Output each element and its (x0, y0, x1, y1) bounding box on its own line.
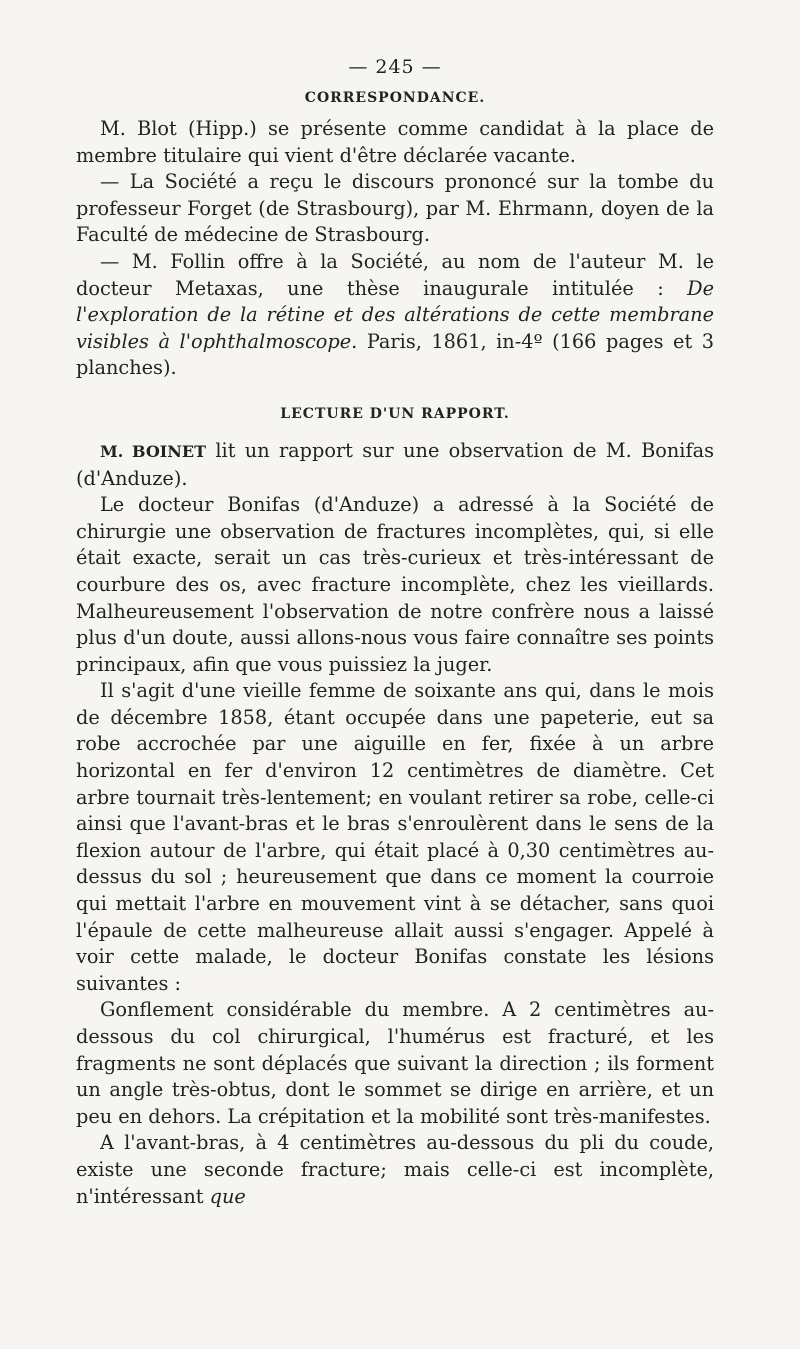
paragraph: Le docteur Bonifas (d'Anduze) a adressé à la Société de chirurgie une observation de fractures incomplètes, qui, si elle était exacte, serait un cas très-curieux et très-intéressant de courbure des os, avec fracture incomplète, chez les vieillards. Malheureusement l'observation de notre confrère nous a laissé plus d'un doute, aussi allons-nous vous faire connaître ses points principaux, afin que vous puissiez la juger. (76, 493, 714, 676)
paragraph: M. Blot (Hipp.) se présente comme candidat à la place de membre titulaire qui vient d'être déclarée vacante. (76, 117, 714, 167)
speaker-name: M. BOINET (100, 441, 207, 461)
thesis-title: De l'exploration de la rétine et des altérations de cette membrane visibles à l'ophthalmoscope. (76, 276, 714, 353)
page-number: — 245 — (348, 56, 442, 78)
paragraph (76, 438, 714, 492)
page-content (76, 56, 714, 1210)
paragraph (76, 249, 714, 382)
paragraph: Gonflement considérable du membre. A 2 centimètres au-dessous du col chirurgical, l'humérus est fracturé, et les fragments ne sont déplacés que suivant la direction ; ils forment un angle très-obtus, dont le sommet se dirige en arrière, et un peu en dehors. La crépitation et la mobilité sont très-manifestes. (76, 998, 714, 1128)
heading-rapport: LECTURE D'UN RAPPORT. (280, 405, 510, 422)
paragraph-text: — M. Follin offre à la Société, au nom de l'auteur M. le docteur Metaxas, une thèse inaugurale intitulée : (76, 249, 714, 300)
paragraph: — La Société a reçu le discours prononcé sur la tombe du professeur Forget (de Strasbourg), par M. Ehrmann, doyen de la Faculté de médecine de Strasbourg. (76, 170, 714, 247)
paragraph (76, 1130, 714, 1210)
paragraph: Il s'agit d'une vieille femme de soixante ans qui, dans le mois de décembre 1858, étant occupée dans une papeterie, eut sa robe accrochée par une aiguille en fer, fixée à un arbre horizontal en fer d'environ 12 centimètres de diamètre. Cet arbre tournait très-lentement; en voulant retirer sa robe, celle-ci ainsi que l'avant-bras et le bras s'enroulèrent dans le sens de la flexion autour de l'arbre, qui était placé à 0,30 centimètres au-dessus du sol ; heureusement que dans ce moment la courroie qui mettait l'arbre en mouvement vint à se détacher, sans quoi l'épaule de cette malheureuse allait aussi s'engager. Appelé à voir cette malade, le docteur Bonifas constate les lésions suivantes : (76, 679, 714, 995)
paragraph-text: A l'avant-bras, à 4 centimètres au-dessous du pli du coude, existe une seconde fracture; mais celle-ci est incomplète, n'intéressant (76, 1131, 714, 1208)
paragraph-italic: que (209, 1184, 246, 1208)
paragraph-text: lit un rapport sur une observation de M. Bonifas (d'Anduze). (76, 438, 714, 490)
paragraph-text: Paris, 1861, in-4º (166 pages et 3 planches). (76, 329, 715, 380)
heading-correspondance: CORRESPONDANCE. (304, 90, 486, 106)
